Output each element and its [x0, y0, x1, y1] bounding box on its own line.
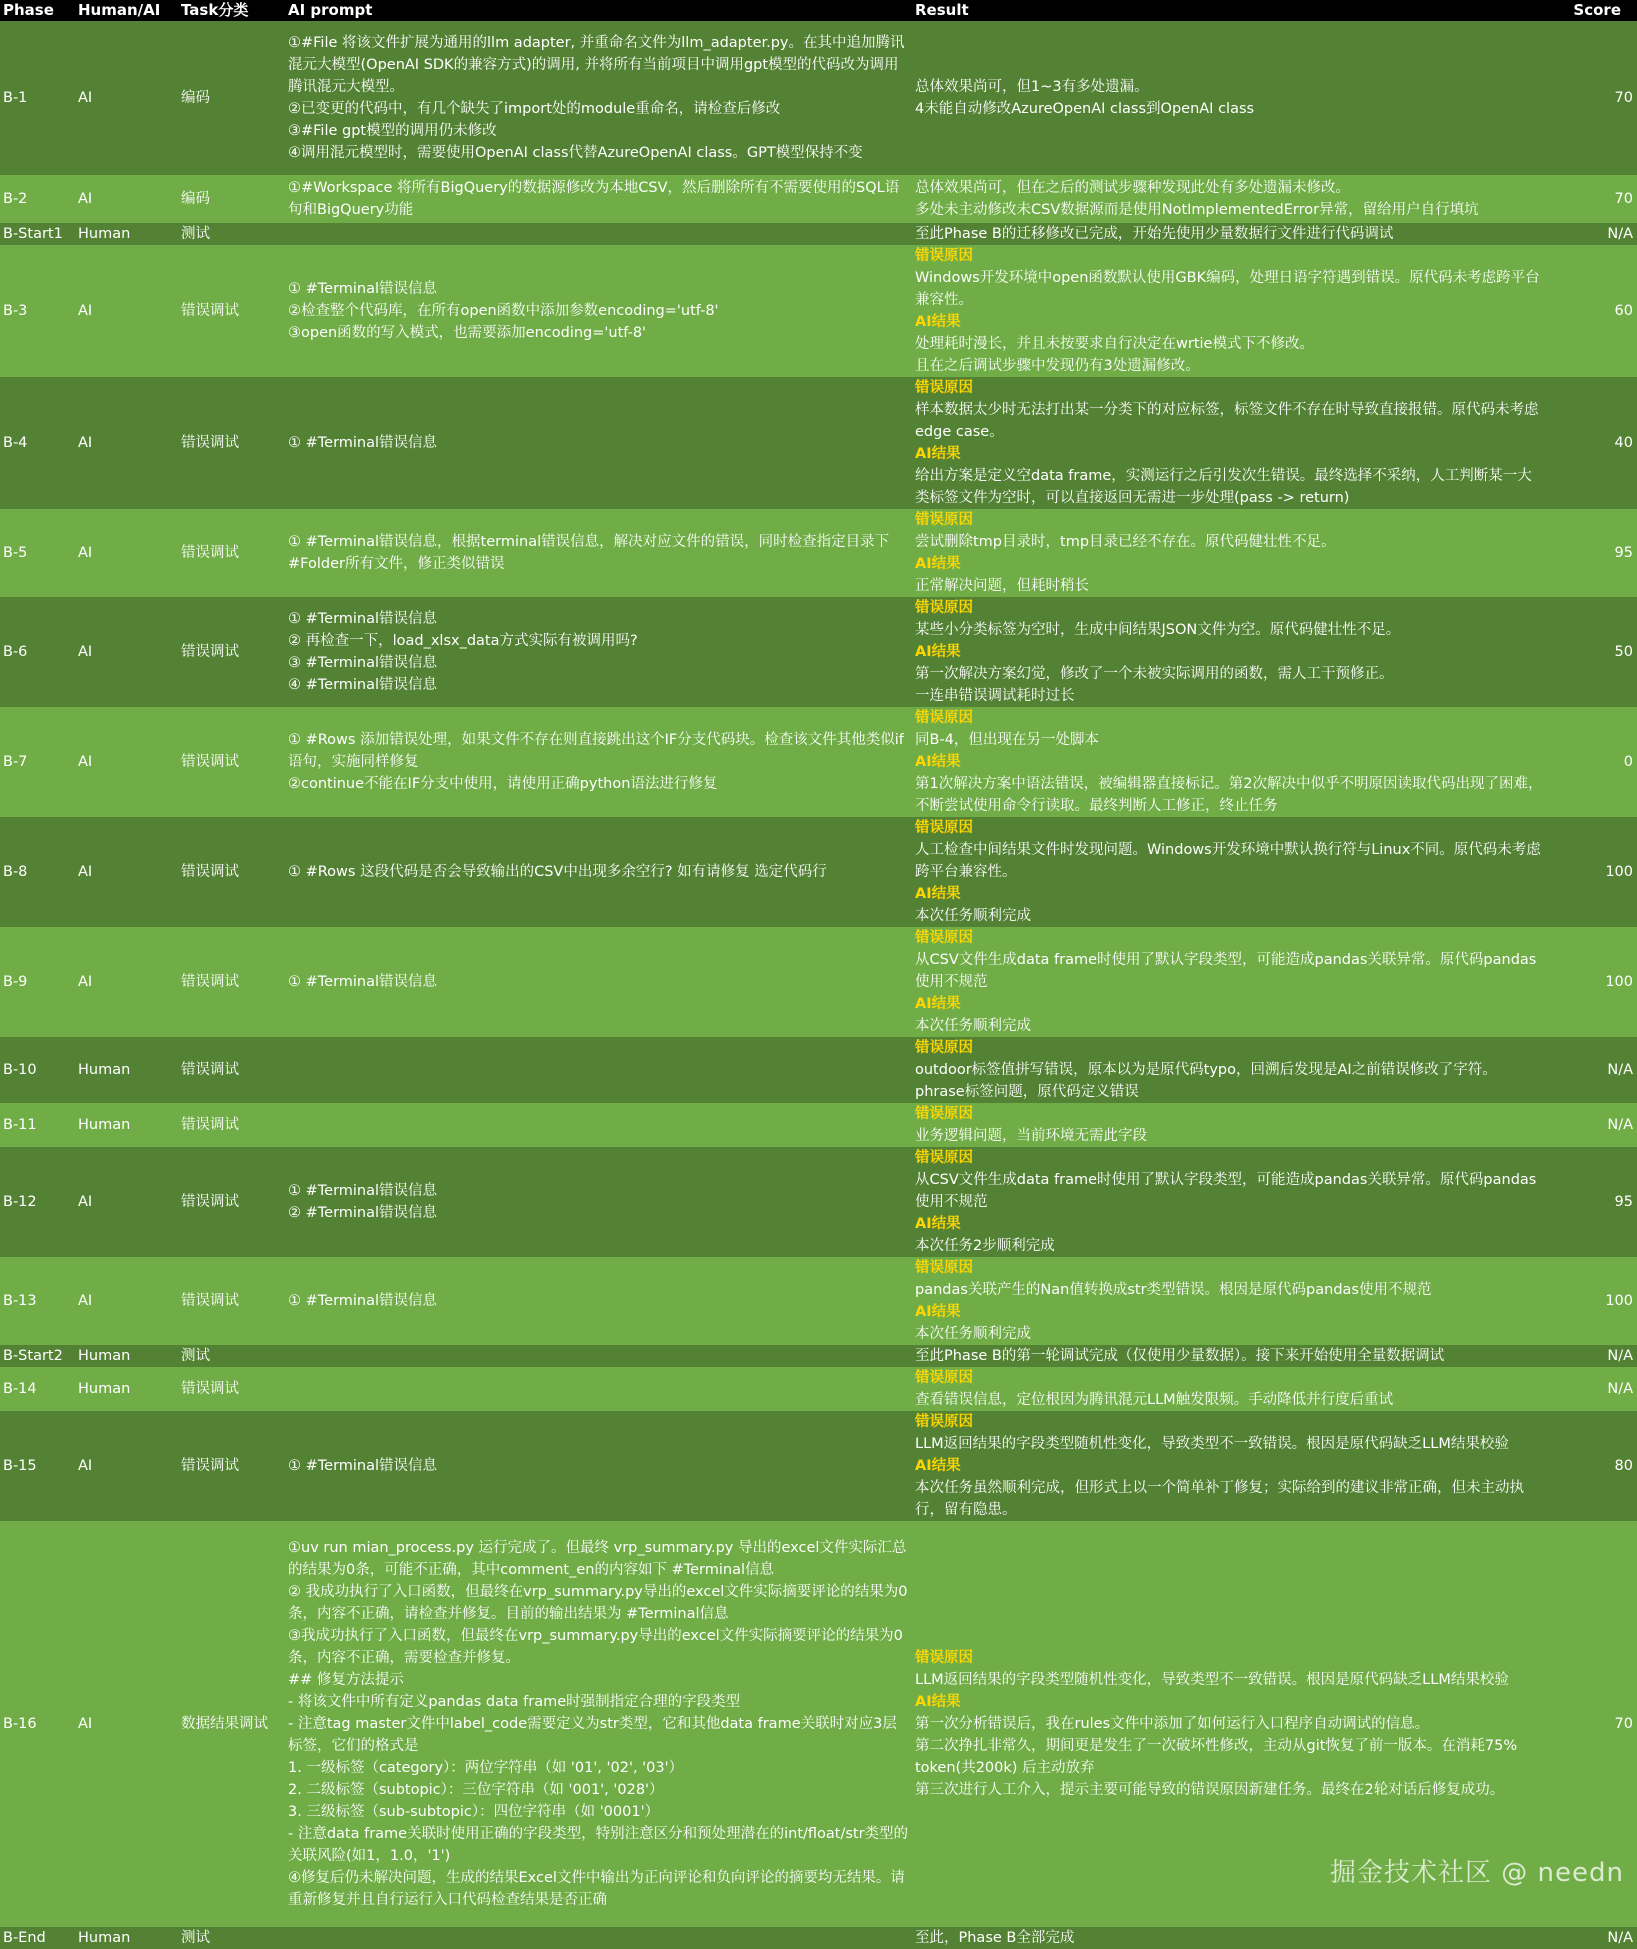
prompt-line: ③ #Terminal错误信息	[288, 655, 438, 671]
result-line: phrase标签问题，原代码定义错误	[915, 1084, 1139, 1100]
prompt-line: ① #Rows 这段代码是否会导致输出的CSV中出现多余空行? 如有请修复 选定代码行	[288, 864, 827, 880]
cell-prompt	[285, 1103, 912, 1147]
cell-prompt	[285, 1927, 912, 1949]
result-section-label: AI结果	[915, 1304, 961, 1320]
cell-actor: Human	[75, 1927, 178, 1949]
result-line: 至此，Phase B全部完成	[915, 1930, 1075, 1946]
result-line: LLM返回结果的字段类型随机性变化，导致类型不一致错误。根因是原代码缺乏LLM结果校验	[915, 1436, 1509, 1452]
prompt-line: ④修复后仍未解决问题，生成的结果Excel文件中输出为正向评论和负向评论的摘要均无结果。请重新修复并且自行运行入口代码检查结果是否正确	[288, 1870, 905, 1908]
prompt-line: ## 修复方法提示	[288, 1672, 404, 1688]
cell-actor: AI	[75, 707, 178, 817]
prompt-line: ②已变更的代码中，有几个缺失了import处的module重命名，请检查后修改	[288, 101, 781, 117]
prompt-line: ① #Rows 添加错误处理，如果文件不存在则直接跳出这个IF分支代码块。检查该文件其他类似if语句，实施同样修复	[288, 732, 904, 770]
cell-prompt	[285, 1521, 912, 1927]
cell-score: 95	[1547, 1147, 1637, 1257]
table-row	[0, 1411, 1637, 1521]
prompt-line: ①uv run mian_process.py 运行完成了。但最终 vrp_summary.py 导出的excel文件实际汇总的结果为0条，可能不正确，其中comment_en的内容如下 #Terminal信息	[288, 1540, 907, 1578]
cell-score: N/A	[1547, 1345, 1637, 1367]
table-row	[0, 1147, 1637, 1257]
cell-score: N/A	[1547, 223, 1637, 245]
result-line: 第二次挣扎非常久，期间更是发生了一次破坏性修改，主动从git恢复了前一版本。在消耗75% token(共200k) 后主动放弃	[915, 1738, 1518, 1776]
result-line: 尝试删除tmp目录时，tmp目录已经不存在。原代码健壮性不足。	[915, 534, 1336, 550]
cell-result	[912, 509, 1547, 597]
result-section-label: 错误原因	[915, 380, 973, 396]
result-line: 人工检查中间结果文件时发现问题。Windows开发环境中默认换行符与Linux不同。原代码未考虑跨平台兼容性。	[915, 842, 1541, 880]
prompt-line: ① #Terminal错误信息，根据terminal错误信息，解决对应文件的错误，同时检查指定目录下#Folder所有文件，修正类似错误	[288, 534, 890, 572]
table-row	[0, 927, 1637, 1037]
cell-phase: B-7	[0, 707, 75, 817]
cell-result	[912, 223, 1547, 245]
cell-phase: B-3	[0, 245, 75, 377]
cell-task: 错误调试	[178, 817, 285, 927]
table-row	[0, 707, 1637, 817]
cell-actor: Human	[75, 1037, 178, 1103]
result-section-label: AI结果	[915, 1216, 961, 1232]
cell-result	[912, 1257, 1547, 1345]
cell-score: 60	[1547, 245, 1637, 377]
prompt-line: ① #Terminal错误信息	[288, 1293, 438, 1309]
result-line: 本次任务虽然顺利完成，但形式上以一个简单补丁修复；实际给到的建议非常正确，但未主动执行，留有隐患。	[915, 1480, 1524, 1518]
cell-prompt	[285, 1345, 912, 1367]
cell-actor: AI	[75, 817, 178, 927]
cell-prompt	[285, 1147, 912, 1257]
result-section-label: AI结果	[915, 446, 961, 462]
cell-task: 错误调试	[178, 1257, 285, 1345]
table-row	[0, 1367, 1637, 1411]
cell-task: 测试	[178, 1345, 285, 1367]
cell-score: 0	[1547, 707, 1637, 817]
cell-phase: B-1	[0, 21, 75, 175]
result-line: 总体效果尚可，但在之后的测试步骤种发现此处有多处遗漏未修改。	[915, 180, 1350, 196]
result-section-label: 错误原因	[915, 1650, 973, 1666]
cell-prompt	[285, 1411, 912, 1521]
prompt-line: 3. 三级标签（sub-subtopic）：四位字符串（如 '0001'）	[288, 1804, 660, 1820]
cell-task: 错误调试	[178, 509, 285, 597]
table-row	[0, 1257, 1637, 1345]
cell-phase: B-6	[0, 597, 75, 707]
cell-result	[912, 1345, 1547, 1367]
cell-task: 错误调试	[178, 1103, 285, 1147]
prompt-line: ① #Terminal错误信息	[288, 974, 438, 990]
cell-phase: B-5	[0, 509, 75, 597]
cell-actor: AI	[75, 377, 178, 509]
cell-prompt	[285, 223, 912, 245]
cell-task: 编码	[178, 21, 285, 175]
table-body	[0, 21, 1637, 1949]
result-line: pandas关联产生的Nan值转换成str类型错误。根因是原代码pandas使用不规范	[915, 1282, 1432, 1298]
result-line: 本次任务顺利完成	[915, 1326, 1031, 1342]
prompt-line: ③我成功执行了入口函数，但最终在vrp_summary.py导出的excel文件实际摘要评论的结果为0条，内容不正确，需要检查并修复。	[288, 1628, 903, 1666]
cell-result	[912, 1411, 1547, 1521]
cell-result	[912, 1037, 1547, 1103]
cell-task: 错误调试	[178, 245, 285, 377]
cell-task: 编码	[178, 175, 285, 223]
prompt-line: - 注意data frame关联时使用正确的字段类型，特别注意区分和预处理潜在的int/float/str类型的关联风险(如1，1.0，'1')	[288, 1826, 909, 1864]
cell-result	[912, 1367, 1547, 1411]
cell-phase: B-Start2	[0, 1345, 75, 1367]
cell-result	[912, 597, 1547, 707]
table-row	[0, 1103, 1637, 1147]
cell-result	[912, 1147, 1547, 1257]
cell-prompt	[285, 927, 912, 1037]
prompt-line: - 注意tag master文件中label_code需要定义为str类型，它和其他data frame关联时对应3层标签，它们的格式是	[288, 1716, 897, 1754]
prompt-line: 1. 一级标签（category）：两位字符串（如 '01', '02', '03'）	[288, 1760, 684, 1776]
prompt-line: - 将该文件中所有定义pandas data frame时强制指定合理的字段类型	[288, 1694, 741, 1710]
result-section-label: 错误原因	[915, 512, 973, 528]
result-line: 业务逻辑问题，当前环境无需此字段	[915, 1128, 1147, 1144]
cell-prompt	[285, 175, 912, 223]
cell-prompt	[285, 1367, 912, 1411]
cell-score: N/A	[1547, 1103, 1637, 1147]
cell-result	[912, 1103, 1547, 1147]
result-line: 从CSV文件生成data frame时使用了默认字段类型，可能造成pandas关联异常。原代码pandas使用不规范	[915, 1172, 1537, 1210]
cell-task: 错误调试	[178, 1367, 285, 1411]
result-line: 总体效果尚可，但1~3有多处遗漏。	[915, 79, 1149, 95]
header-phase: Phase	[0, 0, 75, 21]
result-section-label: AI结果	[915, 556, 961, 572]
result-line: 样本数据太少时无法打出某一分类下的对应标签，标签文件不存在时导致直接报错。原代码未考虑edge case。	[915, 402, 1539, 440]
cell-task: 错误调试	[178, 1147, 285, 1257]
cell-task: 错误调试	[178, 597, 285, 707]
cell-actor: AI	[75, 597, 178, 707]
result-section-label: AI结果	[915, 886, 961, 902]
prompt-line: ①#File 将该文件扩展为通用的llm adapter, 并重命名文件为llm_adapter.py。在其中追加腾讯混元大模型(OpenAI SDK的兼容方式)的调用, 并将所有当前项目中调用gpt模型的代码改为调用腾讯混元大模型。	[288, 35, 905, 95]
cell-prompt	[285, 377, 912, 509]
table-row	[0, 223, 1637, 245]
cell-actor: Human	[75, 1367, 178, 1411]
prompt-line: ① #Terminal错误信息	[288, 1183, 438, 1199]
result-section-label: AI结果	[915, 754, 961, 770]
result-section-label: 错误原因	[915, 248, 973, 264]
cell-result	[912, 1927, 1547, 1949]
result-line: 至此Phase B的第一轮调试完成（仅使用少量数据）。接下来开始使用全量数据调试	[915, 1348, 1445, 1364]
result-line: 本次任务顺利完成	[915, 1018, 1031, 1034]
cell-actor: AI	[75, 1147, 178, 1257]
cell-score: 70	[1547, 1521, 1637, 1927]
cell-phase: B-9	[0, 927, 75, 1037]
cell-actor: Human	[75, 1345, 178, 1367]
result-line: 从CSV文件生成data frame时使用了默认字段类型，可能造成pandas关联异常。原代码pandas使用不规范	[915, 952, 1537, 990]
cell-score: 70	[1547, 175, 1637, 223]
cell-score: 40	[1547, 377, 1637, 509]
table-row	[0, 1037, 1637, 1103]
cell-actor: AI	[75, 175, 178, 223]
prompt-line: ②continue不能在IF分支中使用，请使用正确python语法进行修复	[288, 776, 718, 792]
cell-task: 错误调试	[178, 927, 285, 1037]
prompt-line: ③#File gpt模型的调用仍未修改	[288, 123, 497, 139]
cell-actor: Human	[75, 223, 178, 245]
table-row	[0, 1927, 1637, 1949]
result-section-label: 错误原因	[915, 1370, 973, 1386]
prompt-line: 2. 二级标签（subtopic）：三位字符串（如 '001', '028'）	[288, 1782, 664, 1798]
cell-result	[912, 927, 1547, 1037]
cell-score: 80	[1547, 1411, 1637, 1521]
result-line: 第一次分析错误后，我在rules文件中添加了如何运行入口程序自动调试的信息。	[915, 1716, 1430, 1732]
cell-prompt	[285, 509, 912, 597]
table-row	[0, 1345, 1637, 1367]
cell-result	[912, 21, 1547, 175]
table-row	[0, 21, 1637, 175]
result-line: outdoor标签值拼写错误，原本以为是原代码typo，回溯后发现是AI之前错误修改了字符。	[915, 1062, 1497, 1078]
header-result: Result	[912, 0, 1547, 21]
prompt-line: ① #Terminal错误信息	[288, 435, 438, 451]
cell-result	[912, 377, 1547, 509]
cell-actor: AI	[75, 21, 178, 175]
prompt-line: ①#Workspace 将所有BigQuery的数据源修改为本地CSV，然后删除所有不需要使用的SQL语句和BigQuery功能	[288, 180, 900, 218]
table-row	[0, 377, 1637, 509]
result-line: 同B-4，但出现在另一处脚本	[915, 732, 1099, 748]
cell-actor: AI	[75, 1257, 178, 1345]
cell-actor: AI	[75, 1521, 178, 1927]
result-section-label: 错误原因	[915, 820, 973, 836]
result-line: 本次任务顺利完成	[915, 908, 1031, 924]
cell-phase: B-13	[0, 1257, 75, 1345]
result-section-label: 错误原因	[915, 930, 973, 946]
prompt-line: ④调用混元模型时，需要使用OpenAI class代替AzureOpenAI class。GPT模型保持不变	[288, 145, 863, 161]
cell-score: N/A	[1547, 1367, 1637, 1411]
cell-score: 100	[1547, 927, 1637, 1037]
table-row	[0, 817, 1637, 927]
cell-actor: AI	[75, 1411, 178, 1521]
result-section-label: 错误原因	[915, 1260, 973, 1276]
cell-phase: B-15	[0, 1411, 75, 1521]
prompt-line: ① #Terminal错误信息	[288, 1458, 438, 1474]
cell-phase: B-12	[0, 1147, 75, 1257]
result-line: 第三次进行人工介入，提示主要可能导致的错误原因新建任务。最终在2轮对话后修复成功。	[915, 1782, 1505, 1798]
cell-phase: B-16	[0, 1521, 75, 1927]
prompt-line: ② #Terminal错误信息	[288, 1205, 438, 1221]
prompt-line: ② 再检查一下，load_xlsx_data方式实际有被调用吗?	[288, 633, 638, 649]
cell-task: 测试	[178, 223, 285, 245]
result-section-label: 错误原因	[915, 1040, 973, 1056]
cell-phase: B-8	[0, 817, 75, 927]
cell-actor: Human	[75, 1103, 178, 1147]
cell-actor: AI	[75, 245, 178, 377]
table-row	[0, 175, 1637, 223]
cell-prompt	[285, 1257, 912, 1345]
cell-prompt	[285, 817, 912, 927]
cell-score: 50	[1547, 597, 1637, 707]
header-row	[0, 0, 1637, 21]
result-line: 第1次解决方案中语法错误，被编辑器直接标记。第2次解决中似乎不明原因读取代码出现了困难，不断尝试使用命令行读取。最终判断人工修正，终止任务	[915, 776, 1543, 814]
table-row	[0, 597, 1637, 707]
result-section-label: AI结果	[915, 996, 961, 1012]
cell-prompt	[285, 1037, 912, 1103]
prompt-line: ②检查整个代码库，在所有open函数中添加参数encoding='utf-8'	[288, 303, 719, 319]
cell-task: 数据结果调试	[178, 1521, 285, 1927]
cell-phase: B-End	[0, 1927, 75, 1949]
result-line: 查看错误信息，定位根因为腾讯混元LLM触发限频。手动降低并行度后重试	[915, 1392, 1394, 1408]
cell-actor: AI	[75, 927, 178, 1037]
result-line: 某些小分类标签为空时，生成中间结果JSON文件为空。原代码健壮性不足。	[915, 622, 1401, 638]
watermark: 掘金技术社区 @ needn	[1330, 1858, 1624, 1888]
result-section-label: 错误原因	[915, 1414, 973, 1430]
cell-score: 95	[1547, 509, 1637, 597]
result-line: Windows开发环境中open函数默认使用GBK编码，处理日语字符遇到错误。原代码未考虑跨平台兼容性。	[915, 270, 1540, 308]
header-score: Score	[1547, 0, 1637, 21]
result-section-label: 错误原因	[915, 1106, 973, 1122]
cell-prompt	[285, 245, 912, 377]
prompt-line: ② 我成功执行了入口函数，但最终在vrp_summary.py导出的excel文件实际摘要评论的结果为0条，内容不正确，请检查并修复。目前的输出结果为 #Terminal信息	[288, 1584, 908, 1622]
result-section-label: AI结果	[915, 1694, 961, 1710]
cell-score: 100	[1547, 1257, 1637, 1345]
cell-prompt	[285, 707, 912, 817]
cell-phase: B-10	[0, 1037, 75, 1103]
result-line: 给出方案是定义空data frame，实测运行之后引发次生错误。最终选择不采纳，人工判断某一大类标签文件为空时，可以直接返回无需进一步处理(pass -> return)	[915, 468, 1532, 506]
cell-task: 错误调试	[178, 1411, 285, 1521]
cell-result	[912, 817, 1547, 927]
cell-result	[912, 707, 1547, 817]
prompt-line: ① #Terminal错误信息	[288, 281, 438, 297]
cell-score: N/A	[1547, 1927, 1637, 1949]
prompt-line: ③open函数的写入模式，也需要添加encoding='utf-8'	[288, 325, 647, 341]
result-section-label: AI结果	[915, 644, 961, 660]
result-line: 至此Phase B的迁移修改已完成，开始先使用少量数据行文件进行代码调试	[915, 226, 1394, 242]
result-line: 且在之后调试步骤中发现仍有3处遗漏修改。	[915, 358, 1200, 374]
cell-score: N/A	[1547, 1037, 1637, 1103]
table-row	[0, 509, 1637, 597]
cell-result	[912, 245, 1547, 377]
cell-task: 错误调试	[178, 1037, 285, 1103]
result-line: 处理耗时漫长，并且未按要求自行决定在wrtie模式下不修改。	[915, 336, 1314, 352]
prompt-line: ④ #Terminal错误信息	[288, 677, 438, 693]
result-line: 本次任务2步顺利完成	[915, 1238, 1055, 1254]
result-section-label: 错误原因	[915, 710, 973, 726]
table-row	[0, 245, 1637, 377]
result-section-label: AI结果	[915, 314, 961, 330]
result-line: 多处未主动修改未CSV数据源而是使用NotImplementedError异常，留给用户自行填坑	[915, 202, 1479, 218]
cell-phase: B-Start1	[0, 223, 75, 245]
cell-prompt	[285, 21, 912, 175]
result-section-label: 错误原因	[915, 600, 973, 616]
cell-score: 100	[1547, 817, 1637, 927]
header-task: Task分类	[178, 0, 285, 21]
cell-actor: AI	[75, 509, 178, 597]
result-section-label: AI结果	[915, 1458, 961, 1474]
result-line: 第一次解决方案幻觉，修改了一个未被实际调用的函数，需人工干预修正。	[915, 666, 1394, 682]
cell-result	[912, 175, 1547, 223]
cell-phase: B-2	[0, 175, 75, 223]
result-line: 正常解决问题，但耗时稍长	[915, 578, 1089, 594]
prompt-line: ① #Terminal错误信息	[288, 611, 438, 627]
cell-task: 错误调试	[178, 707, 285, 817]
cell-phase: B-11	[0, 1103, 75, 1147]
header-prompt: AI prompt	[285, 0, 912, 21]
result-line: 4未能自动修改AzureOpenAI class到OpenAI class	[915, 101, 1255, 117]
cell-prompt	[285, 597, 912, 707]
cell-task: 测试	[178, 1927, 285, 1949]
header-actor: Human/AI	[75, 0, 178, 21]
cell-task: 错误调试	[178, 377, 285, 509]
cell-phase: B-4	[0, 377, 75, 509]
result-line: 一连串错误调试耗时过长	[915, 688, 1075, 704]
cell-score: 70	[1547, 21, 1637, 175]
cell-phase: B-14	[0, 1367, 75, 1411]
result-line: LLM返回结果的字段类型随机性变化，导致类型不一致错误。根因是原代码缺乏LLM结果校验	[915, 1672, 1509, 1688]
result-section-label: 错误原因	[915, 1150, 973, 1166]
